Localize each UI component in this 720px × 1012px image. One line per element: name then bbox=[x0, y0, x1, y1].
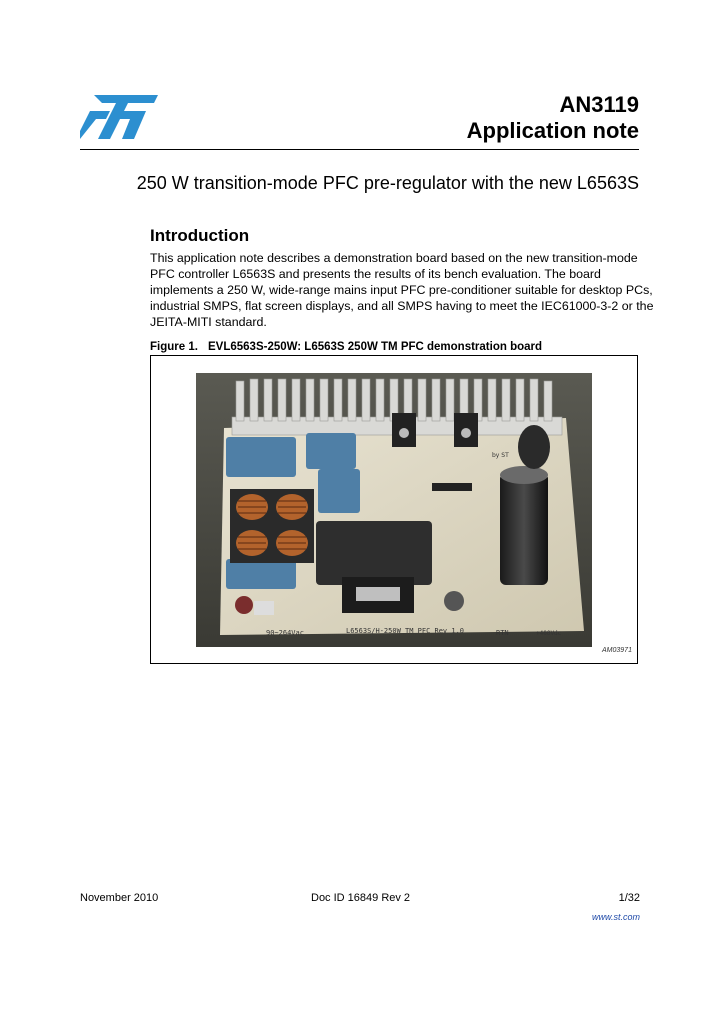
paragraph-line: JEITA-MITI standard. bbox=[150, 315, 267, 329]
figure-number: Figure 1. bbox=[150, 341, 198, 353]
paragraph-line: This application note describes a demonstration board based on the new transition-mode bbox=[150, 251, 638, 265]
board-label-input: 90~264Vac bbox=[266, 629, 304, 637]
board-label-name: L6563S/H-250W TM PFC Rev 1.0 bbox=[346, 627, 465, 635]
footer-page-number: 1/32 bbox=[618, 892, 640, 904]
st-logo-icon bbox=[80, 95, 158, 141]
board-label-by-st: by ST bbox=[492, 452, 509, 459]
figure-caption-text: EVL6563S-250W: L6563S 250W TM PFC demonstration board bbox=[208, 341, 543, 353]
figure-caption bbox=[150, 341, 542, 353]
document-title: 250 W transition-mode PFC pre-regulator with the new L6563S bbox=[136, 173, 639, 193]
header-rule bbox=[80, 149, 639, 150]
footer-date: November 2010 bbox=[80, 892, 159, 904]
paragraph-line: industrial SMPS, flat screen displays, and all SMPS having to meet the IEC61000-3-2 or the bbox=[150, 299, 654, 313]
introduction-paragraph bbox=[150, 250, 654, 330]
demo-board-photo bbox=[196, 373, 592, 647]
document-type: Application note bbox=[466, 118, 639, 143]
figure-code: AM03971 bbox=[602, 647, 632, 654]
footer-url-link[interactable]: www.st.com bbox=[591, 912, 640, 922]
paragraph-line: PFC controller L6563S and presents the results of its bench evaluation. The board bbox=[150, 267, 601, 281]
board-label-output: +400Vdc bbox=[536, 630, 562, 637]
document-id: AN3119 bbox=[559, 92, 639, 117]
paragraph-line: implements a 250 W, wide-range mains input PFC pre-conditioner suitable for desktop PCs, bbox=[150, 283, 653, 297]
section-heading-introduction: Introduction bbox=[150, 226, 250, 245]
board-label-rtn: RTN bbox=[496, 629, 509, 637]
footer-doc-id: Doc ID 16849 Rev 2 bbox=[311, 892, 411, 904]
